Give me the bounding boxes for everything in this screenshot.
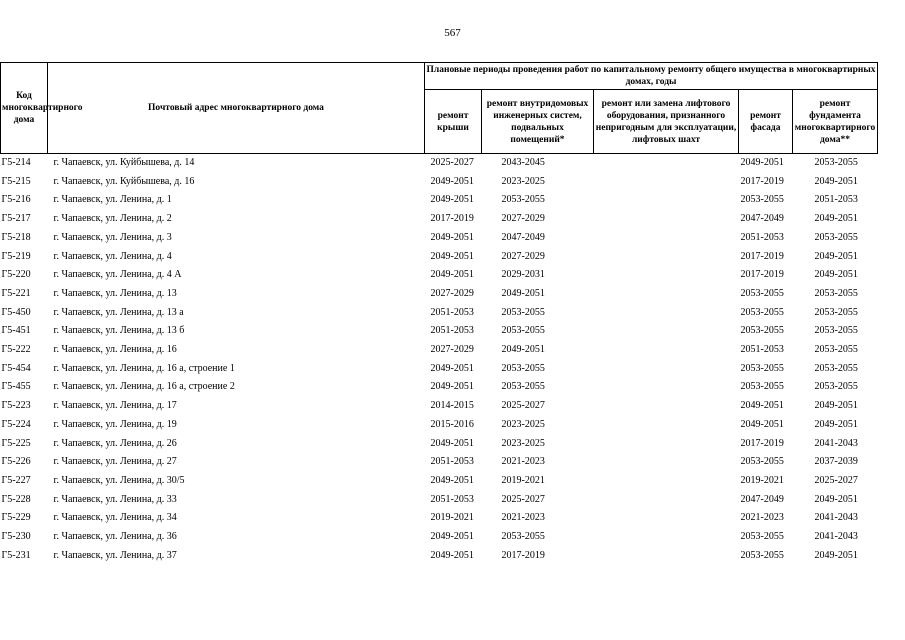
table-row: [1, 322, 878, 341]
cell-elevator-period: [594, 248, 739, 267]
table-row: [1, 304, 878, 323]
table-row: [1, 453, 878, 472]
cell-systems-period: 2049-2051: [501, 344, 545, 356]
cell-elevator-period: [594, 491, 739, 510]
cell-address: г. Чапаевск, ул. Куйбышева, д. 16: [53, 175, 195, 187]
column-group-header-periods: Плановые периоды проведения работ по капитальному ремонту общего имущества в многоквартирных домах, годы: [425, 63, 878, 90]
cell-code: Г5-219: [1, 250, 31, 262]
cell-code: Г5-229: [1, 512, 31, 524]
cell-roof-period: 2049-2051: [430, 362, 474, 374]
cell-roof-period: 2049-2051: [430, 194, 474, 206]
cell-elevator-period: [594, 285, 739, 304]
cell-foundation-period: 2041-2043: [814, 531, 858, 543]
cell-foundation-period: 2053-2055: [814, 344, 858, 356]
cell-code: Г5-227: [1, 474, 31, 486]
cell-elevator-period: [594, 509, 739, 528]
table-row: [1, 378, 878, 397]
cell-elevator-period: [594, 416, 739, 435]
cell-foundation-period: 2053-2055: [814, 287, 858, 299]
cell-facade-period: 2053-2055: [740, 194, 784, 206]
cell-address: г. Чапаевск, ул. Ленина, д. 4 А: [53, 269, 182, 281]
cell-facade-period: 2047-2049: [740, 213, 784, 225]
cell-foundation-period: 2053-2055: [814, 306, 858, 318]
table-row: [1, 397, 878, 416]
cell-systems-period: 2049-2051: [501, 287, 545, 299]
cell-address: г. Чапаевск, ул. Ленина, д. 2: [53, 213, 172, 225]
cell-address: г. Чапаевск, ул. Ленина, д. 16: [53, 344, 177, 356]
cell-code: Г5-230: [1, 531, 31, 543]
cell-roof-period: 2049-2051: [430, 231, 474, 243]
cell-address: г. Чапаевск, ул. Ленина, д. 1: [53, 194, 172, 206]
cell-foundation-period: 2049-2051: [814, 418, 858, 430]
column-header-roof: ремонт крыши: [425, 90, 482, 154]
cell-systems-period: 2027-2029: [501, 250, 545, 262]
cell-systems-period: 2017-2019: [501, 549, 545, 561]
cell-elevator-period: [594, 397, 739, 416]
cell-address: г. Чапаевск, ул. Куйбышева, д. 14: [53, 157, 195, 168]
cell-foundation-period: 2037-2039: [814, 456, 858, 468]
cell-foundation-period: 2049-2051: [814, 175, 858, 187]
cell-elevator-period: [594, 229, 739, 248]
cell-code: Г5-218: [1, 231, 31, 243]
cell-address: г. Чапаевск, ул. Ленина, д. 16 а, строение 1: [53, 362, 235, 374]
cell-elevator-period: [594, 173, 739, 192]
column-header-elevator: ремонт или замена лифтового оборудования, признанного непригодным для эксплуатации, лифтовых шахт: [594, 90, 739, 154]
cell-code: Г5-222: [1, 344, 31, 356]
cell-roof-period: 2051-2053: [430, 456, 474, 468]
cell-foundation-period: 2049-2051: [814, 493, 858, 505]
cell-roof-period: 2049-2051: [430, 381, 474, 393]
cell-foundation-period: 2049-2051: [814, 213, 858, 225]
cell-roof-period: 2049-2051: [430, 250, 474, 262]
cell-roof-period: 2051-2053: [430, 325, 474, 337]
cell-address: г. Чапаевск, ул. Ленина, д. 13 б: [53, 325, 185, 337]
table-row: [1, 285, 878, 304]
column-header-code: Код многоквартирного дома: [1, 63, 48, 154]
cell-facade-period: 2017-2019: [740, 269, 784, 281]
cell-systems-period: 2021-2023: [501, 512, 545, 524]
cell-address: г. Чапаевск, ул. Ленина, д. 30/5: [53, 474, 185, 486]
table-row: [1, 210, 878, 229]
cell-facade-period: 2053-2055: [740, 362, 784, 374]
cell-facade-period: 2019-2021: [740, 474, 784, 486]
column-header-address: Почтовый адрес многоквартирного дома: [48, 63, 425, 154]
repair-schedule-table: [0, 62, 878, 565]
cell-elevator-period: [594, 378, 739, 397]
cell-elevator-period: [594, 266, 739, 285]
cell-systems-period: 2053-2055: [501, 381, 545, 393]
cell-roof-period: 2051-2053: [430, 493, 474, 505]
table-row: [1, 191, 878, 210]
cell-address: г. Чапаевск, ул. Ленина, д. 33: [53, 493, 177, 505]
table-row: [1, 472, 878, 491]
cell-foundation-period: 2049-2051: [814, 269, 858, 281]
cell-address: г. Чапаевск, ул. Ленина, д. 26: [53, 437, 177, 449]
cell-foundation-period: 2049-2051: [814, 549, 858, 561]
cell-systems-period: 2029-2031: [501, 269, 545, 281]
cell-foundation-period: 2041-2043: [814, 512, 858, 524]
cell-systems-period: 2025-2027: [501, 400, 545, 412]
cell-code: Г5-225: [1, 437, 31, 449]
cell-address: г. Чапаевск, ул. Ленина, д. 13: [53, 287, 177, 299]
cell-roof-period: 2049-2051: [430, 175, 474, 187]
cell-code: Г5-220: [1, 269, 31, 281]
table-row: [1, 528, 878, 547]
cell-facade-period: 2053-2055: [740, 549, 784, 561]
table-row: [1, 341, 878, 360]
cell-elevator-period: [594, 453, 739, 472]
table-row: [1, 360, 878, 379]
column-header-facade: ремонт фасада: [739, 90, 793, 154]
cell-code: Г5-215: [1, 175, 31, 187]
cell-facade-period: 2047-2049: [740, 493, 784, 505]
cell-systems-period: 2053-2055: [501, 325, 545, 337]
cell-address: г. Чапаевск, ул. Ленина, д. 4: [53, 250, 172, 262]
cell-facade-period: 2049-2051: [740, 418, 784, 430]
cell-systems-period: 2027-2029: [501, 213, 545, 225]
cell-roof-period: 2027-2029: [430, 344, 474, 356]
table-row: [1, 435, 878, 454]
cell-systems-period: 2047-2049: [501, 231, 545, 243]
cell-elevator-period: [594, 528, 739, 547]
cell-elevator-period: [594, 322, 739, 341]
cell-roof-period: 2049-2051: [430, 269, 474, 281]
table-row: [1, 173, 878, 192]
cell-code: Г5-451: [1, 325, 31, 337]
cell-elevator-period: [594, 191, 739, 210]
cell-code: Г5-450: [1, 306, 31, 318]
cell-systems-period: 2043-2045: [501, 157, 545, 168]
table-header: [1, 63, 878, 154]
cell-code: Г5-217: [1, 213, 31, 225]
cell-foundation-period: 2049-2051: [814, 400, 858, 412]
cell-roof-period: 2049-2051: [430, 437, 474, 449]
cell-code: Г5-223: [1, 400, 31, 412]
cell-roof-period: 2051-2053: [430, 306, 474, 318]
cell-code: Г5-454: [1, 362, 31, 374]
cell-facade-period: 2017-2019: [740, 250, 784, 262]
cell-elevator-period: [594, 547, 739, 566]
cell-facade-period: 2017-2019: [740, 175, 784, 187]
cell-systems-period: 2023-2025: [501, 418, 545, 430]
cell-address: г. Чапаевск, ул. Ленина, д. 36: [53, 531, 177, 543]
table-row: [1, 154, 878, 173]
cell-roof-period: 2049-2051: [430, 531, 474, 543]
cell-elevator-period: [594, 304, 739, 323]
table-row: [1, 491, 878, 510]
cell-roof-period: 2049-2051: [430, 549, 474, 561]
cell-foundation-period: 2053-2055: [814, 381, 858, 393]
cell-code: Г5-214: [1, 157, 31, 168]
cell-facade-period: 2049-2051: [740, 157, 784, 168]
cell-foundation-period: 2049-2051: [814, 250, 858, 262]
cell-elevator-period: [594, 341, 739, 360]
cell-systems-period: 2023-2025: [501, 175, 545, 187]
cell-systems-period: 2019-2021: [501, 474, 545, 486]
table-row: [1, 509, 878, 528]
cell-code: Г5-455: [1, 381, 31, 393]
cell-elevator-period: [594, 435, 739, 454]
table-row: [1, 266, 878, 285]
column-header-systems: ремонт внутридомовых инженерных систем, подвальных помещений*: [482, 90, 594, 154]
cell-systems-period: 2053-2055: [501, 531, 545, 543]
cell-facade-period: 2053-2055: [740, 531, 784, 543]
cell-address: г. Чапаевск, ул. Ленина, д. 17: [53, 400, 177, 412]
cell-foundation-period: 2053-2055: [814, 157, 858, 168]
cell-facade-period: 2053-2055: [740, 325, 784, 337]
cell-facade-period: 2017-2019: [740, 437, 784, 449]
column-header-foundation: ремонт фундамента многоквартирного дома**: [793, 90, 878, 154]
page-number: 567: [444, 27, 461, 39]
cell-systems-period: 2023-2025: [501, 437, 545, 449]
cell-facade-period: 2051-2053: [740, 231, 784, 243]
cell-code: Г5-224: [1, 418, 31, 430]
cell-systems-period: 2053-2055: [501, 194, 545, 206]
table-body: [1, 154, 878, 566]
cell-roof-period: 2017-2019: [430, 213, 474, 225]
table-row: [1, 248, 878, 267]
cell-address: г. Чапаевск, ул. Ленина, д. 27: [53, 456, 177, 468]
cell-code: Г5-231: [1, 549, 31, 561]
cell-facade-period: 2053-2055: [740, 306, 784, 318]
cell-elevator-period: [594, 472, 739, 491]
cell-address: г. Чапаевск, ул. Ленина, д. 37: [53, 549, 177, 561]
cell-foundation-period: 2051-2053: [814, 194, 858, 206]
cell-roof-period: 2027-2029: [430, 287, 474, 299]
cell-elevator-period: [594, 154, 739, 173]
table-row: [1, 416, 878, 435]
cell-address: г. Чапаевск, ул. Ленина, д. 34: [53, 512, 177, 524]
cell-systems-period: 2021-2023: [501, 456, 545, 468]
cell-facade-period: 2053-2055: [740, 456, 784, 468]
table-row: [1, 547, 878, 566]
cell-code: Г5-221: [1, 287, 31, 299]
cell-foundation-period: 2041-2043: [814, 437, 858, 449]
cell-address: г. Чапаевск, ул. Ленина, д. 13 а: [53, 306, 184, 318]
cell-roof-period: 2014-2015: [430, 400, 474, 412]
cell-systems-period: 2053-2055: [501, 362, 545, 374]
cell-roof-period: 2049-2051: [430, 474, 474, 486]
cell-code: Г5-228: [1, 493, 31, 505]
cell-systems-period: 2053-2055: [501, 306, 545, 318]
cell-address: г. Чапаевск, ул. Ленина, д. 16 а, строение 2: [53, 381, 235, 393]
cell-facade-period: 2053-2055: [740, 287, 784, 299]
cell-facade-period: 2053-2055: [740, 381, 784, 393]
cell-elevator-period: [594, 360, 739, 379]
cell-facade-period: 2051-2053: [740, 344, 784, 356]
cell-address: г. Чапаевск, ул. Ленина, д. 3: [53, 231, 172, 243]
cell-roof-period: 2015-2016: [430, 418, 474, 430]
cell-facade-period: 2049-2051: [740, 400, 784, 412]
cell-foundation-period: 2053-2055: [814, 325, 858, 337]
cell-code: Г5-216: [1, 194, 31, 206]
cell-roof-period: 2019-2021: [430, 512, 474, 524]
table-row: [1, 229, 878, 248]
cell-facade-period: 2021-2023: [740, 512, 784, 524]
cell-elevator-period: [594, 210, 739, 229]
cell-code: Г5-226: [1, 456, 31, 468]
cell-foundation-period: 2053-2055: [814, 231, 858, 243]
cell-systems-period: 2025-2027: [501, 493, 545, 505]
cell-roof-period: 2025-2027: [430, 157, 474, 168]
cell-address: г. Чапаевск, ул. Ленина, д. 19: [53, 418, 177, 430]
cell-foundation-period: 2053-2055: [814, 362, 858, 374]
cell-foundation-period: 2025-2027: [814, 474, 858, 486]
